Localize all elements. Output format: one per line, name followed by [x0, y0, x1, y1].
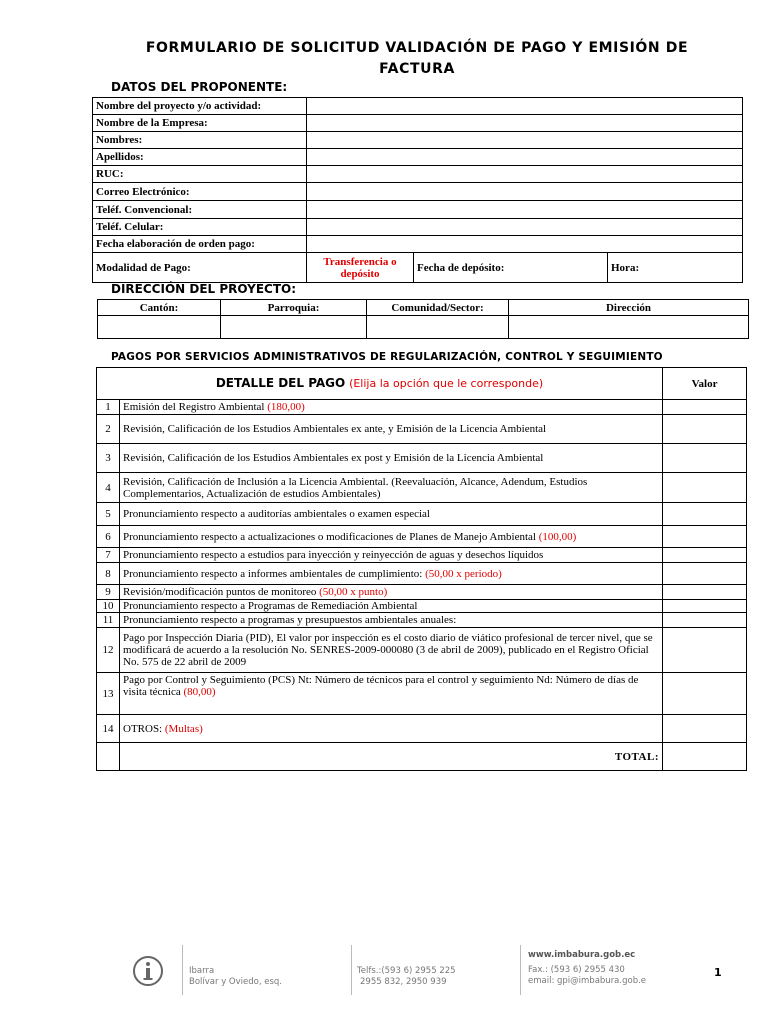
payment-text: Revisión, Calificación de los Estudios Ambientales ex ante, y Emisión de la Licencia Ambiental	[123, 423, 547, 435]
total-value[interactable]	[663, 743, 747, 771]
valor-cell[interactable]	[663, 613, 747, 628]
proponente-row	[93, 201, 743, 219]
payment-description	[120, 673, 663, 715]
field-value[interactable]	[307, 166, 743, 183]
payment-row	[97, 400, 747, 415]
direccion-heading: DIRECCIÓN DEL PROYECTO:	[111, 282, 297, 296]
footer-address	[189, 966, 282, 988]
field-value[interactable]	[307, 201, 743, 219]
total-label: TOTAL:	[120, 743, 663, 771]
valor-cell[interactable]	[663, 444, 747, 473]
row-number: 6	[97, 526, 120, 548]
row-number: 11	[97, 613, 120, 628]
field-label: RUC:	[93, 166, 307, 183]
payment-price: (100,00)	[538, 530, 577, 543]
payment-description	[120, 613, 663, 628]
hora-label[interactable]: Hora:	[608, 253, 743, 283]
payment-description	[120, 548, 663, 563]
direccion-header: Dirección	[509, 300, 749, 316]
payment-row	[97, 563, 747, 585]
field-value[interactable]	[307, 98, 743, 115]
payment-row	[97, 600, 747, 613]
field-value[interactable]	[307, 219, 743, 236]
field-value[interactable]	[307, 115, 743, 132]
field-label: Apellidos:	[93, 149, 307, 166]
payment-row	[97, 503, 747, 526]
valor-cell[interactable]	[663, 563, 747, 585]
page-number: 1	[714, 966, 722, 979]
payment-description	[120, 563, 663, 585]
modalidad-value[interactable]: Transferencia o depósito	[307, 253, 414, 283]
modalidad-label: Modalidad de Pago:	[93, 253, 307, 283]
footer-street: Bolívar y Oviedo, esq.	[189, 977, 282, 987]
payment-description	[120, 473, 663, 503]
fecha-deposito-label[interactable]: Fecha de depósito:	[414, 253, 608, 283]
field-value[interactable]	[307, 236, 743, 253]
valor-cell[interactable]	[663, 503, 747, 526]
row-number: 13	[97, 673, 120, 715]
footer-email[interactable]: email: gpi@imbabura.gob.e	[528, 976, 647, 986]
payment-row	[97, 673, 747, 715]
footer-phones-1: Telfs.:(593 6) 2955 225	[357, 966, 456, 976]
proponente-row	[93, 115, 743, 132]
direccion-header-row	[98, 300, 749, 316]
valor-cell[interactable]	[663, 473, 747, 503]
payment-text: Pronunciamiento respecto a actualizaciones o modificaciones de Planes de Manejo Ambiental	[123, 530, 536, 543]
row-number: 12	[97, 628, 120, 673]
valor-header: Valor	[663, 368, 747, 400]
payment-text: Revisión, Calificación de Inclusión a la Licencia Ambiental. (Reevaluación, Alcance, Adendum, Estudios Complementarios, Actualización de estudios Ambientales)	[123, 475, 588, 500]
payment-text: Pronunciamiento respecto a informes ambientales de cumplimiento:	[123, 567, 423, 580]
pagos-table	[96, 367, 747, 771]
row-number: 1	[97, 400, 120, 415]
row-number: 7	[97, 548, 120, 563]
payment-description	[120, 503, 663, 526]
row-number: 14	[97, 715, 120, 743]
field-value[interactable]	[307, 183, 743, 201]
payment-text: Pronunciamiento respecto a programas y presupuestos ambientales anuales:	[123, 614, 457, 626]
comunidad-header: Comunidad/Sector:	[367, 300, 509, 316]
payment-description	[120, 628, 663, 673]
row-number: 8	[97, 563, 120, 585]
valor-cell[interactable]	[663, 600, 747, 613]
proponente-row	[93, 219, 743, 236]
payment-text: Revisión/modificación puntos de monitoreo	[123, 586, 317, 598]
proponente-table	[92, 97, 743, 283]
payment-row	[97, 548, 747, 563]
detalle-hint: (Elija la opción que le corresponde)	[349, 377, 544, 390]
canton-field[interactable]	[98, 316, 221, 339]
detalle-header	[97, 368, 663, 400]
valor-cell[interactable]	[663, 628, 747, 673]
payment-row	[97, 473, 747, 503]
payment-row	[97, 715, 747, 743]
footer-website[interactable]: www.imbabura.gob.ec	[528, 950, 636, 960]
payment-row	[97, 585, 747, 600]
payment-text: Pronunciamiento respecto a Programas de Remediación Ambiental	[123, 600, 418, 612]
empty-cell	[97, 743, 120, 771]
modalidad-row	[93, 253, 743, 283]
footer-phones	[357, 966, 456, 988]
field-label: Nombre del proyecto y/o actividad:	[93, 98, 307, 115]
valor-cell[interactable]	[663, 400, 747, 415]
parroquia-header: Parroquia:	[221, 300, 367, 316]
row-number: 9	[97, 585, 120, 600]
pagos-heading: PAGOS POR SERVICIOS ADMINISTRATIVOS DE REGULARIZACIÓN, CONTROL Y SEGUIMIENTO	[111, 351, 663, 363]
payment-row	[97, 444, 747, 473]
footer-divider	[520, 945, 521, 995]
row-number: 5	[97, 503, 120, 526]
direccion-table	[97, 299, 749, 339]
valor-cell[interactable]	[663, 715, 747, 743]
field-label: Teléf. Celular:	[93, 219, 307, 236]
field-label: Nombres:	[93, 132, 307, 149]
payment-text: OTROS:	[123, 722, 163, 735]
detalle-label: DETALLE DEL PAGO	[215, 376, 346, 390]
row-number: 10	[97, 600, 120, 613]
total-row	[97, 743, 747, 771]
payment-price: (Multas)	[164, 722, 203, 735]
payment-description	[120, 600, 663, 613]
field-value[interactable]	[307, 132, 743, 149]
payment-description	[120, 526, 663, 548]
direccion-value-row	[98, 316, 749, 339]
field-label: Teléf. Convencional:	[93, 201, 307, 219]
pagos-header-row	[97, 368, 747, 400]
field-label: Nombre de la Empresa:	[93, 115, 307, 132]
title-line-2: FACTURA	[379, 61, 455, 77]
valor-cell[interactable]	[663, 673, 747, 715]
footer-fax: Fax.: (593 6) 2955 430	[528, 965, 625, 975]
info-circle-icon	[132, 955, 164, 987]
parroquia-field[interactable]	[221, 316, 367, 339]
direccion-field[interactable]	[509, 316, 749, 339]
payment-text: Pronunciamiento respecto a estudios para inyección y reinyección de aguas y desechos líquidos	[123, 549, 544, 561]
field-label: Fecha elaboración de orden pago:	[93, 236, 307, 253]
proponente-row	[93, 236, 743, 253]
field-label: Correo Electrónico:	[93, 183, 307, 201]
payment-price: (50,00 x punto)	[319, 586, 388, 598]
payment-description	[120, 400, 663, 415]
payment-row	[97, 628, 747, 673]
payment-price: (180,00)	[267, 401, 305, 413]
payment-text: Pago por Inspección Diaria (PID), El valor por inspección es el costo diario de viático profesional de tercer nivel, que se modificará de acuerdo a la resolución No. SENRES-2009-000080 (3 de abril de 2009), publicado en el Registro Oficial No. 575 de 22 abril de 2009	[123, 632, 653, 668]
footer-divider	[182, 945, 183, 995]
proponente-row	[93, 132, 743, 149]
payment-price: (50,00 x periodo)	[425, 567, 502, 580]
payment-description	[120, 415, 663, 444]
footer-divider	[351, 945, 352, 995]
document-title	[100, 38, 734, 80]
valor-cell[interactable]	[663, 526, 747, 548]
footer-phones-2: 2955 832, 2950 939	[360, 977, 447, 987]
payment-text: Pronunciamiento respecto a auditorías ambientales o examen especial	[123, 508, 430, 520]
payment-text: Pago por Control y Seguimiento (PCS) Nt: Número de técnicos para el control y seguimiento Nd: Número de días de visita técnica	[123, 674, 639, 698]
payment-price: (80,00)	[183, 686, 216, 698]
title-line-1: FORMULARIO DE SOLICITUD VALIDACIÓN DE PAGO Y EMISIÓN DE	[145, 40, 689, 56]
valor-cell[interactable]	[663, 415, 747, 444]
canton-header: Cantón:	[98, 300, 221, 316]
payment-description	[120, 715, 663, 743]
valor-cell[interactable]	[663, 548, 747, 563]
proponente-row	[93, 166, 743, 183]
row-number: 4	[97, 473, 120, 503]
footer-contact	[528, 950, 646, 987]
row-number: 3	[97, 444, 120, 473]
proponente-heading: DATOS DEL PROPONENTE:	[111, 80, 288, 94]
payment-row	[97, 415, 747, 444]
proponente-row	[93, 98, 743, 115]
row-number: 2	[97, 415, 120, 444]
field-value[interactable]	[307, 149, 743, 166]
proponente-row	[93, 149, 743, 166]
footer-city: Ibarra	[189, 966, 215, 976]
proponente-row	[93, 183, 743, 201]
payment-row	[97, 526, 747, 548]
payment-description	[120, 444, 663, 473]
comunidad-field[interactable]	[367, 316, 509, 339]
payment-description	[120, 585, 663, 600]
valor-cell[interactable]	[663, 585, 747, 600]
payment-row	[97, 613, 747, 628]
payment-text: Revisión, Calificación de los Estudios Ambientales ex post y Emisión de la Licencia Ambiental	[123, 452, 544, 464]
payment-text: Emisión del Registro Ambiental	[123, 401, 265, 413]
